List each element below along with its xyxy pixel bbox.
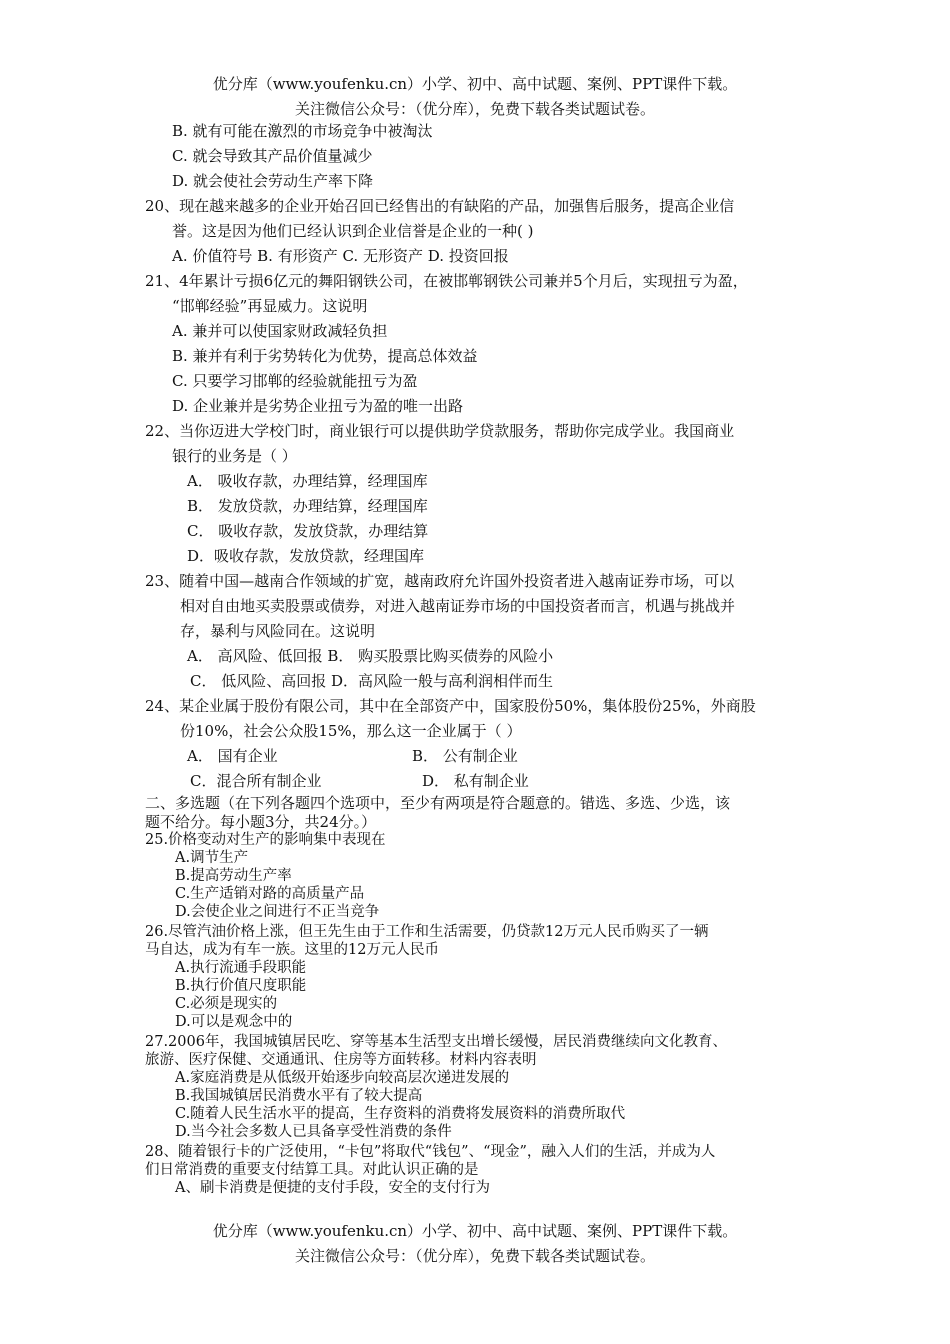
q24-option-b: B． 公有制企业 (412, 747, 518, 765)
footer-line-1: 优分库（www.youfenku.cn）小学、初中、高中试题、案例、PPT课件下载。 (212, 1222, 738, 1240)
q27-option-d: D.当今社会多数人已具备享受性消费的条件 (175, 1124, 452, 1140)
q21-option-b: B. 兼并有利于劣势转化为优势，提高总体效益 (172, 347, 478, 365)
q22-option-b: B． 发放贷款，办理结算，经理国库 (187, 497, 428, 515)
q25-option-b: B.提高劳动生产率 (175, 868, 292, 884)
q26-option-a: A.执行流通手段职能 (175, 960, 307, 976)
q28-option-a: A、刷卡消费是便捷的支付手段，安全的支付行为 (175, 1180, 490, 1196)
q23-stem-line-2: 相对自由地买卖股票或债券，对进入越南证券市场的中国投资者而言，机遇与挑战并 (180, 597, 736, 615)
q24-option-a: A． 国有企业 (187, 747, 278, 765)
q21-stem-line-1: 21、4年累计亏损6亿元的舞阳钢铁公司，在被邯郸钢铁公司兼并5个月后，实现扭亏为盈， (145, 272, 748, 290)
q24-option-c: C．混合所有制企业 (190, 772, 322, 790)
q24-stem-line-1: 24、某企业属于股份有限公司，其中在全部资产中，国家股份50%，集体股份25%，外商股 (145, 697, 756, 715)
q23-stem-line-3: 存，暴利与风险同在。这说明 (180, 622, 376, 640)
q25-stem: 25.价格变动对生产的影响集中表现在 (145, 832, 386, 848)
q20-stem-line-2: 誉。这是因为他们已经认识到企业信誉是企业的一种( ) (172, 222, 534, 240)
q23-options-ab: A． 高风险、低回报 B． 购买股票比购买债券的风险小 (187, 647, 554, 665)
q24-stem-line-2: 份10%，社会公众股15%，那么这一企业属于（ ） (180, 722, 522, 740)
header-line-1: 优分库（www.youfenku.cn）小学、初中、高中试题、案例、PPT课件下载。 (212, 75, 738, 93)
q26-option-c: C.必须是现实的 (175, 996, 278, 1012)
q20-stem-line-1: 20、现在越来越多的企业开始召回已经售出的有缺陷的产品，加强售后服务，提高企业信 (145, 197, 735, 215)
q27-option-b: B.我国城镇居民消费水平有了较大提高 (175, 1088, 423, 1104)
q19-option-d: D. 就会使社会劳动生产率下降 (172, 172, 374, 190)
q21-option-d: D. 企业兼并是劣势企业扭亏为盈的唯一出路 (172, 397, 464, 415)
q27-option-a: A.家庭消费是从低级开始逐步向较高层次递进发展的 (175, 1070, 510, 1086)
q27-stem-line-1: 27.2006年，我国城镇居民吃、穿等基本生活型支出增长缓慢，居民消费继续向文化教育、 (145, 1034, 727, 1050)
q26-option-d: D.可以是观念中的 (175, 1014, 293, 1030)
q22-option-c: C． 吸收存款，发放贷款，办理结算 (187, 522, 429, 540)
section-2-heading-line-1: 二、多选题（在下列各题四个选项中，至少有两项是符合题意的。错选、多选、少选，该 (145, 794, 731, 812)
q19-option-b: B. 就有可能在激烈的市场竞争中被淘汰 (172, 122, 433, 140)
q27-stem-line-2: 旅游、医疗保健、交通通讯、住房等方面转移。材料内容表明 (145, 1052, 537, 1068)
q21-option-a: A. 兼并可以使国家财政减轻负担 (172, 322, 388, 340)
section-2-heading-line-2: 题不给分。每小题3分，共24分。） (145, 813, 377, 831)
q22-option-d: D．吸收存款，发放贷款，经理国库 (187, 547, 425, 565)
q25-option-a: A.调节生产 (175, 850, 249, 866)
q26-stem-line-2: 马自达，成为有车一族。这里的12万元人民币 (145, 942, 439, 958)
q22-stem-line-1: 22、当你迈进大学校门时，商业银行可以提供助学贷款服务，帮助你完成学业。我国商业 (145, 422, 735, 440)
q25-option-c: C.生产适销对路的高质量产品 (175, 886, 365, 902)
q23-options-cd: C． 低风险、高回报 D．高风险一般与高利润相伴而生 (190, 672, 554, 690)
q21-stem-line-2: “邯郸经验”再显威力。这说明 (172, 297, 368, 315)
q19-option-c: C. 就会导致其产品价值量减少 (172, 147, 373, 165)
q22-option-a: A． 吸收存款，办理结算，经理国库 (187, 472, 428, 490)
q22-stem-line-2: 银行的业务是（ ） (172, 447, 297, 465)
footer-line-2: 关注微信公众号：（优分库），免费下载各类试题试卷。 (294, 1247, 655, 1265)
q26-stem-line-1: 26.尽管汽油价格上涨，但王先生由于工作和生活需要，仍贷款12万元人民币购买了一辆 (145, 924, 709, 940)
q24-option-d: D． 私有制企业 (422, 772, 529, 790)
q23-stem-line-1: 23、随着中国—越南合作领域的扩宽，越南政府允许国外投资者进入越南证券市场，可以 (145, 572, 735, 590)
q20-options: A. 价值符号 B. 有形资产 C. 无形资产 D. 投资回报 (172, 247, 509, 265)
q28-stem-line-1: 28、随着银行卡的广泛使用，“卡包”将取代“钱包”、“现金”，融入人们的生活，并成为人 (145, 1144, 716, 1160)
q28-stem-line-2: 们日常消费的重要支付结算工具。对此认识正确的是 (145, 1162, 479, 1178)
q26-option-b: B.执行价值尺度职能 (175, 978, 307, 994)
q27-option-c: C.随着人民生活水平的提高，生存资料的消费将发展资料的消费所取代 (175, 1106, 626, 1122)
q21-option-c: C. 只要学习邯郸的经验就能扭亏为盈 (172, 372, 418, 390)
header-line-2: 关注微信公众号：（优分库），免费下载各类试题试卷。 (294, 100, 655, 118)
q25-option-d: D.会使企业之间进行不正当竞争 (175, 904, 380, 920)
